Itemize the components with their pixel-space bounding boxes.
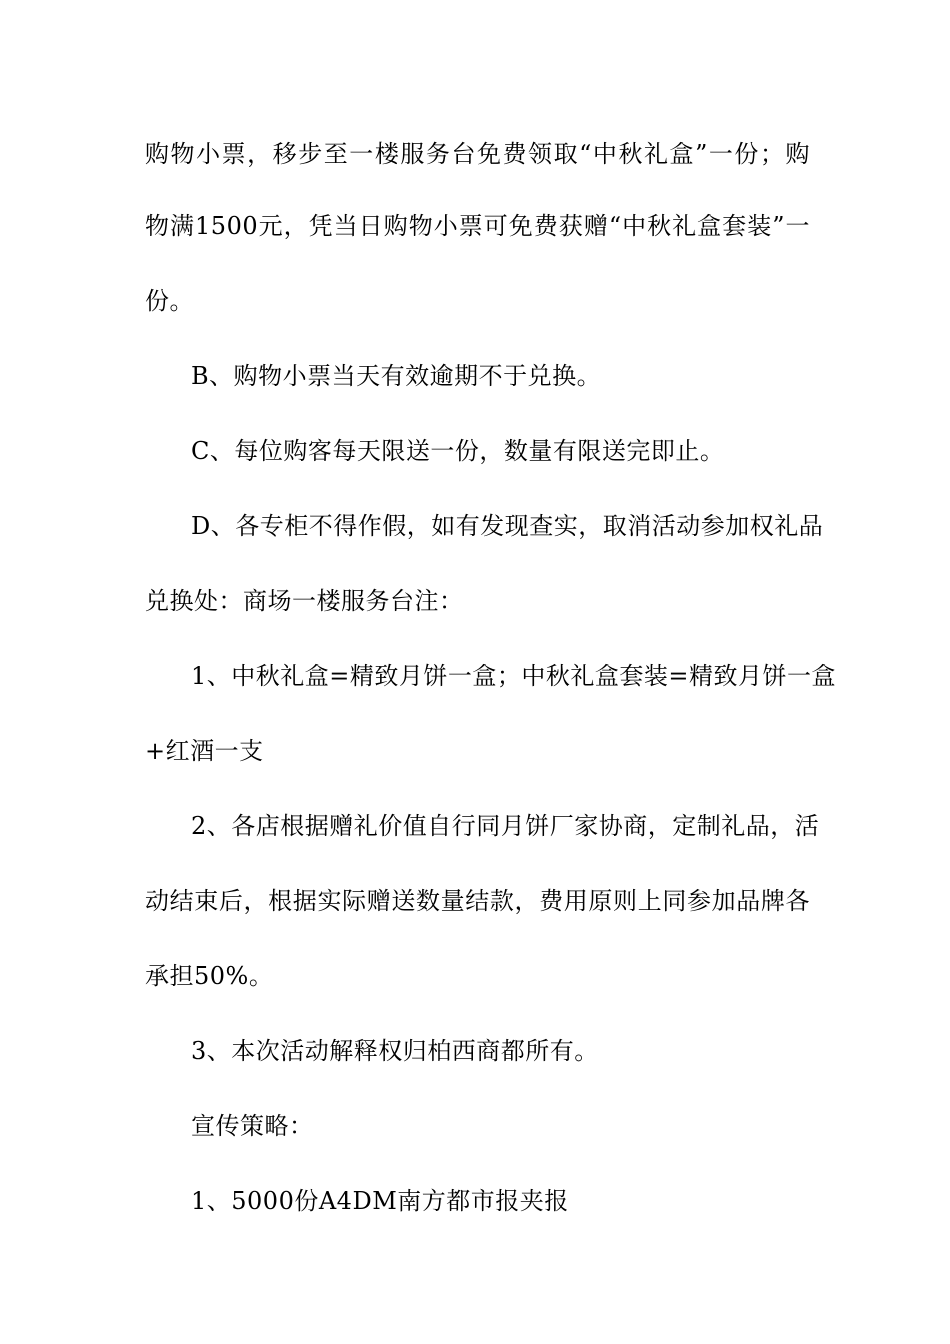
paragraph-line: 物满1500元，凭当日购物小票可免费获赠“中秋礼盒套装”一 bbox=[145, 212, 810, 240]
paragraph-line: 份。 bbox=[145, 287, 194, 315]
paragraph-line: 承担50%。 bbox=[145, 962, 274, 990]
paragraph-line: 动结束后，根据实际赠送数量结款，费用原则上同参加品牌各 bbox=[145, 887, 810, 915]
section-heading: 宣传策略： bbox=[191, 1112, 314, 1140]
paragraph-line: 购物小票，移步至一楼服务台免费领取“中秋礼盒”一份；购 bbox=[145, 140, 810, 168]
paragraph-line: 3、本次活动解释权归柏西商都所有。 bbox=[191, 1037, 599, 1065]
paragraph-line: B、购物小票当天有效逾期不于兑换。 bbox=[191, 362, 602, 390]
paragraph-line: D、各专柜不得作假，如有发现查实，取消活动参加权礼品 bbox=[191, 512, 824, 540]
paragraph-line: 2、各店根据赠礼价值自行同月饼厂家协商，定制礼品，活 bbox=[191, 812, 820, 840]
paragraph-line: 1、5000份A4DM南方都市报夹报 bbox=[191, 1187, 569, 1215]
paragraph-line: 1、中秋礼盒=精致月饼一盒；中秋礼盒套装=精致月饼一盒 bbox=[191, 662, 836, 690]
paragraph-line: 兑换处：商场一楼服务台注： bbox=[145, 587, 464, 615]
paragraph-line: C、每位购客每天限送一份，数量有限送完即止。 bbox=[191, 437, 725, 465]
paragraph-line: +红酒一支 bbox=[145, 737, 264, 765]
